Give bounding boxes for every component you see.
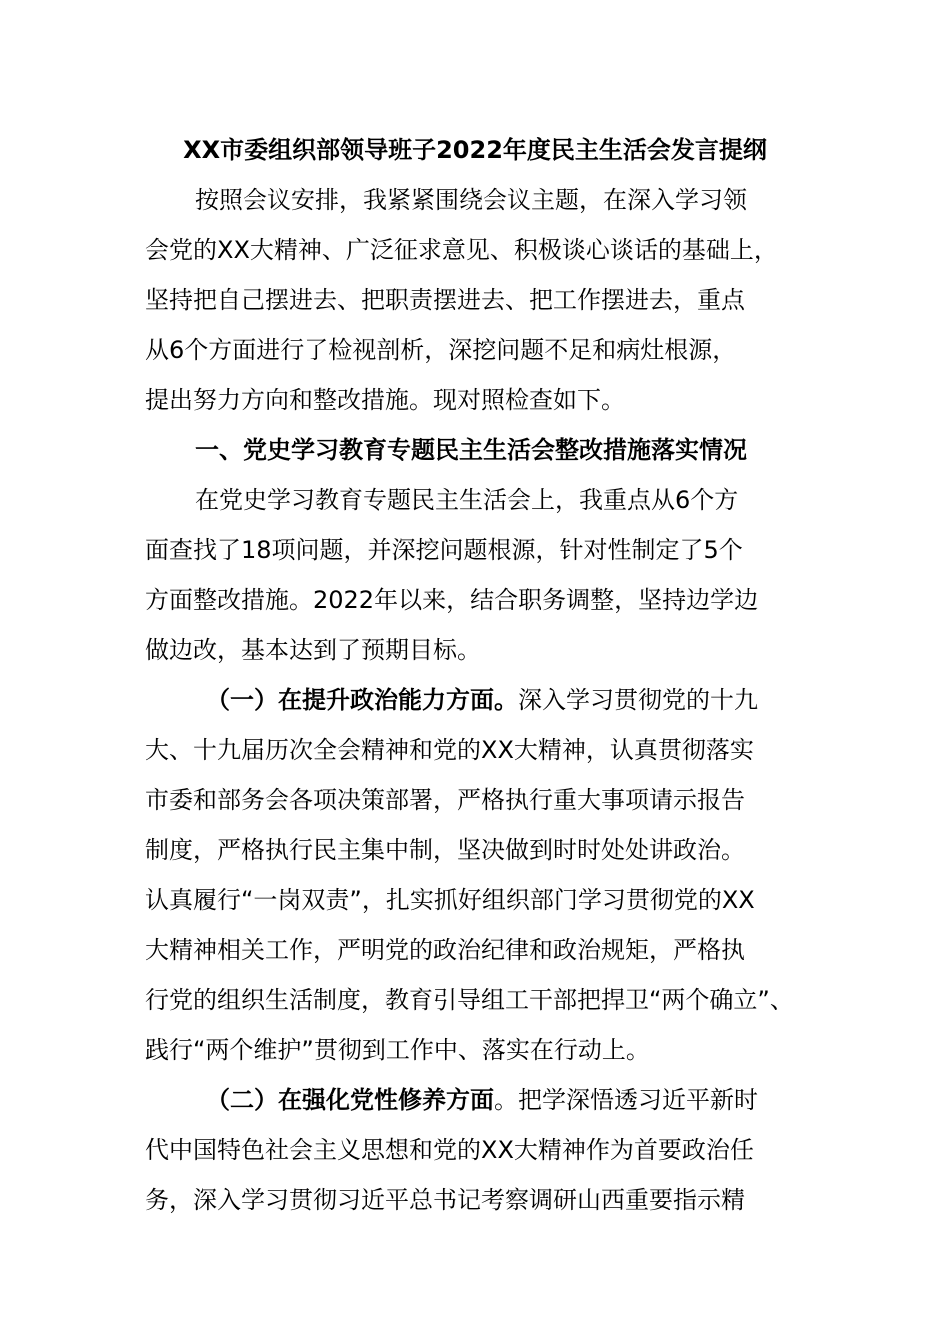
section-1-line-1: 在党史学习教育专题民主生活会上，我重点从6个方 xyxy=(195,486,739,514)
subsection-1-line: 市委和部务会各项决策部署，严格执行重大事项请示报告 xyxy=(145,786,745,814)
intro-line-3: 坚持把自己摆进去、把职责摆进去、把工作摆进去，重点 xyxy=(145,286,745,314)
subsection-1-line: 大精神相关工作，严明党的政治纪律和政治规矩，严格执 xyxy=(145,936,745,964)
subsection-2-first-rest: 。把学深悟透习近平新时 xyxy=(494,1086,758,1114)
section-1-heading: 一、党史学习教育专题民主生活会整改措施落实情况 xyxy=(195,436,747,464)
document-title: XX市委组织部领导班子2022年度民主生活会发言提纲 xyxy=(183,136,767,164)
section-1-line-4: 做边改，基本达到了预期目标。 xyxy=(145,636,481,664)
section-1-line-2: 面查找了18项问题，并深挖问题根源，针对性制定了5个 xyxy=(145,536,743,564)
subsection-1-line: 践行“两个维护”贯彻到工作中、落实在行动上。 xyxy=(145,1036,650,1064)
subsection-1-line: 大、十九届历次全会精神和党的XX大精神，认真贯彻落实 xyxy=(145,736,754,764)
subsection-1-first-rest: 深入学习贯彻党的十九 xyxy=(518,686,758,714)
intro-line-1: 按照会议安排，我紧紧围绕会议主题，在深入学习领 xyxy=(195,186,747,214)
section-1-line-3: 方面整改措施。2022年以来，结合职务调整，坚持边学边 xyxy=(145,586,759,614)
subsection-1-heading: （一）在提升政治能力方面。 xyxy=(206,686,518,714)
intro-line-2: 会党的XX大精神、广泛征求意见、积极谈心谈话的基础上， xyxy=(145,236,778,264)
subsection-1-first-line xyxy=(206,683,758,717)
subsection-2-line: 代中国特色社会主义思想和党的XX大精神作为首要政治任 xyxy=(145,1136,754,1164)
subsection-2-first-line xyxy=(206,1083,758,1117)
intro-line-4: 从6个方面进行了检视剖析，深挖问题不足和病灶根源， xyxy=(145,336,737,364)
subsection-1-line: 认真履行“一岗双责”，扎实抓好组织部门学习贯彻党的XX xyxy=(145,886,755,914)
subsection-1-line: 行党的组织生活制度，教育引导组工干部把捍卫“两个确立”、 xyxy=(145,986,794,1014)
intro-line-5: 提出努力方向和整改措施。现对照检查如下。 xyxy=(145,386,625,414)
subsection-2-line: 务，深入学习贯彻习近平总书记考察调研山西重要指示精 xyxy=(145,1186,745,1214)
subsection-2-heading: （二）在强化党性修养方面 xyxy=(206,1086,494,1114)
subsection-1-line: 制度，严格执行民主集中制，坚决做到时时处处讲政治。 xyxy=(145,836,745,864)
